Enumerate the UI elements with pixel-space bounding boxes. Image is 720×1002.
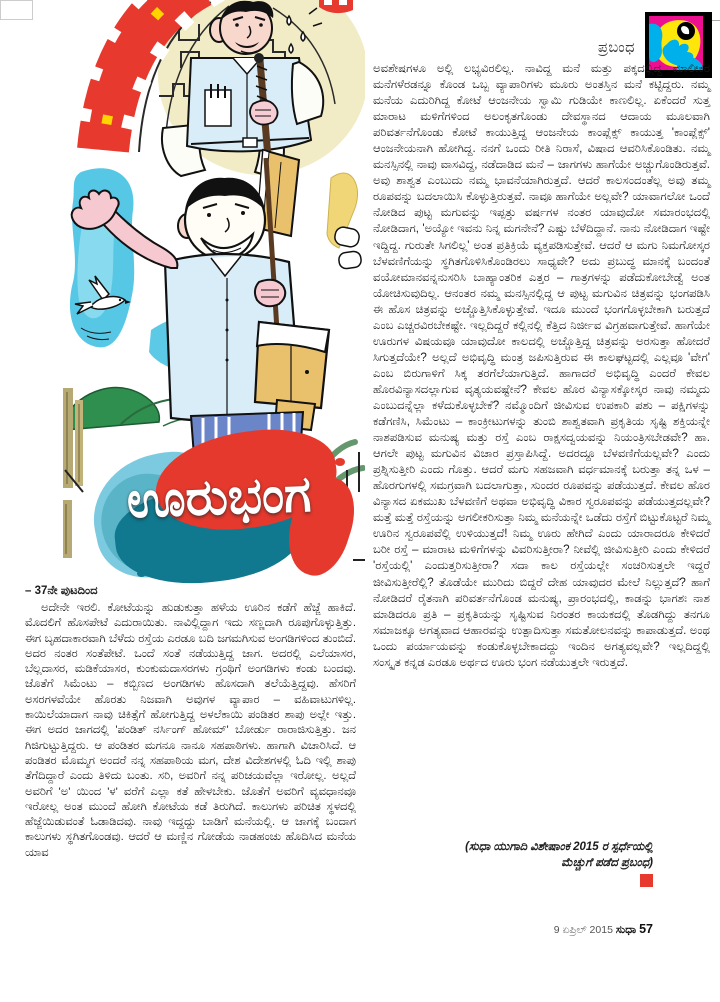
tree-trunks: [63, 388, 83, 558]
article-title: ಊರುಭಂಗ: [125, 465, 313, 529]
body-right-column: ಅವಶೇಷಗಳೂ ಅಲ್ಲಿ ಲಭ್ಯವಿರಲಿಲ್ಲ. ನಾವಿದ್ದ ಮನೆ ಮತ್ತು ಪಕ್ಕದಲ್ಲಿದ್ದ ಮಾಲೀಕರ ಮನೆಗಳೆರಡನ್ನೂ ಕೊಂಡ ಒಬ್ಬ ವ್ಯಾಪಾರಿಗಳು ಮೂರು ಅಂತಸ್ತಿನ ಮನೆ ಕಟ್ಟಿದ್ದರು. ನಮ್ಮ ಮನೆಯ ಎದುರಿಗಿದ್ದ ಕೋಟೆ ಆಂಜನೇಯ ಸ್ವಾಮಿ ಗುಡಿಯೇ ಕಾಣಲಿಲ್ಲ. ಏಕೆಂದರೆ ಸುತ್ತ ಮಾರಾಟ ಮಳಿಗೆಗಳಿಂದ ಅಲಂಕೃತಗೊಂಡು ದೇವಸ್ಥಾನದ ಆದಾಯ ಮೂಲವಾಗಿ ಪರಿವರ್ತನೆಗೊಂಡು ಕೋಟೆ ಕಾಯುತ್ತಿದ್ದ ಆಂಜನೇಯ ಕಾಂಪ್ಲೆಕ್ಸ್ ಕಾಯುತ್ತ 'ಕಾಂಪ್ಲೆಕ್ಸ್' ಆಂಜನೇಯನಾಗಿ ಹೋಗಿದ್ದ. ನನಗೆ ಒಂದು ರೀತಿ ನಿರಾಸೆ, ವಿಷಾದ ಆವರಿಸಿಕೊಂಡಿತು. ನಮ್ಮ ಮನಸ್ಸಿನಲ್ಲಿ ನಾವು ವಾಸವಿದ್ದ, ನಡೆದಾಡಿದ ಮನೆ – ಜಾಗಗಳು ಹಾಗೆಯೇ ಅಚ್ಚುಗೊಂಡಿರುತ್ತವೆ. ಅವು ಶಾಶ್ವತ ಎಂಬುದು ನಮ್ಮ ಭಾವನೆಯಾಗಿರುತ್ತದೆ. ಆದರೆ ಕಾಲಸಂದಂತೆಲ್ಲ ಅವು ತಮ್ಮ ರೂಪವನ್ನು ಬದಲಾಯಿಸಿ ಕೊಳ್ಳುತ್ತಿರುತ್ತವೆ. ನಾವೂ ಹಾಗೆಯೇ ಅಲ್ಲವೇ? ಯಾವಾಗಲೋ ಒಂದೆ ನೋಡಿದ ಪುಟ್ಟ ಮಗುವನ್ನು ಇಪ್ಪತ್ತು ವರ್ಷಗಳ ನಂತರ ಯಾವುದೋ ಸಮಾರಂಭದಲ್ಲಿ ನೋಡಿದಾಗ, 'ಅಯ್ಯೋ ಇವನು ನಿನ್ನ ಮಗನೇನೆ? ಎಷ್ಟು ಬೆಳೆದಿದ್ದಾನೆ. ನಾನು ನೋಡಿದಾಗ ಇಷ್ಟೇ ಇದ್ದಿದ್ದ. ಗುರುತೇ ಸಿಗಲಿಲ್ಲ' ಅಂತ ಪ್ರತಿಕ್ರಿಯೆ ವ್ಯಕ್ತಪಡಿಸುತ್ತೇವೆ. ಆದರೆ ಆ ಮಗು ನಿಮಗೋಸ್ಕರ ಬೆಳವಣಿಗೆಯನ್ನು ಸ್ಥಗಿತಗೊಳಿಸಿಕೊಂಡಿರಲು ಸಾಧ್ಯವೇ? ಅದು ಪ್ರಬುದ್ಧ ಮಾನಕ್ಕೆ ಬಂದಂತೆ ವಯೋಮಾನವನ್ನನುಸರಿಸಿ ಬಾಹ್ಯಾಂತರಿಕ ಎತ್ತರ – ಗಾತ್ರಗಳನ್ನು ಪಡೆದುಕೋಬೇಡ್ವೆ ಅಂತ ಯೋಚಿಸುವುದಿಲ್ಲ. ಆನಂತರ ನಮ್ಮ ಮನಸ್ಸಿನಲ್ಲಿದ್ದ ಆ ಪುಟ್ಟ ಮಗುವಿನ ಚಿತ್ರವನ್ನು ಭಂಗಪಡಿಸಿ ಈ ಹೊಸ ಚಿತ್ರವನ್ನು ಅಚ್ಚೊತ್ತಿಸಿಕೊಳ್ಳುತ್ತೇವೆ. ಇದೂ ಮುಂದೆ ಭಂಗಗೊಳ್ಳಬೇಕಾಗಿ ಬರುತ್ತದೆ ಎಂಬ ಎಚ್ಚರವಿರಬೇಕಷ್ಟೇ. ಇಲ್ಲದಿದ್ದರೆ ಕಲ್ಲಿನಲ್ಲಿ ಕೆತ್ತಿದ ನಿರ್ಜೀವ ವಿಗ್ರಹವಾಗುತ್ತೇವೆ. ಹಾಗೆಯೇ ಊರುಗಳ ವಿಷಯವೂ ಯಾವುದೋ ಕಾಲದಲ್ಲಿ ಅಚ್ಚೊತ್ತಿದ್ದ ಚಿತ್ರವನ್ನು ಅರಸುತ್ತಾ ಹೋದರೆ ಸಿಗುತ್ತದೆಯೇ? ಅಲ್ಲದೆ ಅಭಿವೃದ್ಧಿ ಮಂತ್ರ ಜಪಿಸುತ್ತಿರುವ ಈ ಕಾಲಘಟ್ಟದಲ್ಲಿ ಎಲ್ಲವೂ 'ವೇಗ' ಎಂಬ ಬಿರುಗಾಳಿಗೆ ಸಿಕ್ಕ ತರಗೆಲೆಯಾಗುತ್ತಿದೆ. ಹಾಗಾದರೆ ಅಭಿವೃದ್ಧಿ ಎಂದರೆ ಕೇವಲ ಹೊರವಿನ್ಯಾಸದಲ್ಲಾಗುವ ವೃತ್ಯಯವಷ್ಟೇನೆ? ಕೇವಲ ಹೊರ ವಿನ್ಯಾಸಕ್ಕೋಸ್ಕರ ನಾವು ನಮ್ಮದು ಎಂಬುದನ್ನೆಲ್ಲಾ ಕಳೆದುಕೊಳ್ಳಬೇಕೆ? ನಮ್ಮೊಂದಿಗೆ ಜೀವಿಸುವ ಉಪಕಾರಿ ಪಶು – ಪಕ್ಷಿಗಳನ್ನು ಕಡೆಗಣಿಸಿ, ಸಿಮೆಂಟು – ಕಾಂಕ್ರೀಟುಗಳನ್ನು ತುಂಬಿ ಶಾಶ್ವತವಾಗಿ ಪ್ರಕೃತಿಯ ಸೃಷ್ಟಿ ಶಕ್ತಿಯನ್ನೇ ನಾಶಪಡಿಸುವ ಮನುಷ್ಯ ಮತ್ತು ರಸ್ತೆ ಎಂಬ ರಾಕ್ಷಸದ್ವಯವನ್ನು ನಿಯಂತ್ರಿಸಬೇಡವೇ? ಹಾ. ಆಗಲೇ ಪುಟ್ಟ ಮಗುವಿನ ವಿಚಾರ ಪ್ರಸ್ತಾಪಿಸಿದ್ದೆ. ಅದರದ್ದೂ ಬೆಳವಣಿಗೆಯಲ್ಲವೇ? ಎಂದು ಪ್ರಶ್ನಿಸುತ್ತೀರಿ ಎಂದು ಗೊತ್ತು. ಆದರೆ ಮಗು ಸಹಜವಾಗಿ ವರ್ಧಮಾನಕ್ಕೆ ಬರುತ್ತಾ ತನ್ನ ಒಳ – ಹೊರಗುಗಳಲ್ಲಿ ಸಮಗ್ರವಾಗಿ ಬದಲಾಗುತ್ತಾ, ಸುಂದರ ರೂಪವನ್ನು ಪಡೆಯುತ್ತದೆ. ಕೇವಲ ಹೊರ ವಿನ್ಯಾಸದ ಏಕಮುಖ ಬೆಳವಣಿಗೆ ಅಥವಾ ಅಭಿವೃದ್ಧಿ ವಿಕಾರ ಸ್ವರೂಪವನ್ನು ಪಡೆಯುತ್ತದಲ್ಲವೇ? ಮತ್ತೆ ಮತ್ತೆ ರಸ್ತೆಯನ್ನು ಅಗಲೀಕರಿಸುತ್ತಾ ನಿಮ್ಮ ಮನೆಯನ್ನೇ ಒಡೆದು ರಸ್ತೆಗೆ ಬಿಟ್ಟುಕೊಟ್ಟರೆ ನಿಮ್ಮ ಊರಿನ ಸ್ವರೂಪವೆಲ್ಲಿ ಉಳಿಯುತ್ತದೆ! ನಿಮ್ಮ ಊರು ಹೇಗಿದೆ ಎಂದು ಯಾರಾದರೂ ಕೇಳಿದರೆ ಬರೀ ರಸ್ತೆ – ಮಾರಾಟ ಮಳಿಗೆಗಳನ್ನು ವಿವರಿಸುತ್ತೀರಾ? ನೀವೆಲ್ಲಿ ಜೀವಿಸುತ್ತೀರಿ ಎಂದು ಕೇಳಿದರೆ 'ರಸ್ತೆಯಲ್ಲಿ' ಎಂದುತ್ತರಿಸುತ್ತೀರಾ? ಸದಾ ಕಾಲ ರಸ್ತೆಯಲ್ಲೇ ಸಂಚರಿಸುತ್ತಲೇ ಇದ್ದರೆ ಜೀವಿಸುತ್ತೀರೆಲ್ಲಿ? ತೊಡೆಯೇ ಮುರಿದು ಬಿದ್ದರೆ ದೇಹ ಯಾವುದರ ಮೇಲೆ ನಿಲ್ಲುತ್ತದೆ? ಹಾಗೆ ನೋಡಿದರೆ ರೈತನಾಗಿ ಪರಿವರ್ತನೆಗೊಂಡ ಮನುಷ್ಯ, ಪ್ರಾರಂಭದಲ್ಲಿ, ಕಾಡನ್ನು ಭಾಗಶಃ ನಾಶ ಮಾಡಿದರೂ ಪ್ರತಿ – ಪ್ರಕೃತಿಯನ್ನು ಸೃಷ್ಟಿಸುವ ನಿರಂತರ ಕಾಯಕದಲ್ಲಿ ತೊಡಗಿದ್ದು ತನಗೂ ಸಮಾಜಕ್ಕೂ ಅಗತ್ಯವಾದ ಆಹಾರವನ್ನು ಉತ್ಪಾದಿಸುತ್ತಾ ಸಮತೋಲನವನ್ನು ಕಾಪಾಡುತ್ತದೆ. ಅಂಥ ಒಂದು ಪರ್ಯಾಯವನ್ನು ಕಂಡುಕೊಳ್ಳಬೇಕಾದದ್ದು ಇಂದಿನ ಅಗತ್ಯವಲ್ಲವೇ? ಇಲ್ಲದಿದ್ದಲ್ಲಿ ಸಂಸ್ಕೃತ ಕನ್ನಡ ಎರಡೂ ಅರ್ಥದ ಊರು ಭಂಗ ನಡೆಯುತ್ತಲೇ ಇರುತ್ತದೆ.: [373, 62, 710, 669]
issue-date: 9 ಏಪ್ರಿಲ್ 2015: [553, 924, 613, 936]
body-left-column: ಅದೇನೇ ಇರಲಿ. ಕೋಟೆಯನ್ನು ಹುಡುಕುತ್ತಾ ಹಳೆಯ ಊರಿನ ಕಡೆಗೆ ಹೆಜ್ಜೆ ಹಾಕಿದೆ. ಮೊದಲಿಗೆ ಹೊಸಪೇಟೆ ಎದುರಾಯಿತು. ನಾವಿಲ್ಲಿದ್ದಾಗ ಇದು ಸಣ್ಣದಾಗಿ ರೂಪುಗೊಳ್ಳುತ್ತಿತ್ತು. ಈಗ ಬೃಹದಾಕಾರವಾಗಿ ಬೆಳೆದು ರಸ್ತೆಯ ಎರಡೂ ಬದಿ ಜಗಮಗಿಸುವ ಅಂಗಡಿಗಳಿಂದ ತುಂಬಿದೆ. ಅದರ ನಂತರ ಸಂತೆಪೇಟೆ. ಒಂದೆ ಸಂತೆ ನಡೆಯುತ್ತಿದ್ದ ಜಾಗ. ಅದರಲ್ಲಿ ಎಲೆಯಾಸರ, ಬೆಲ್ಲದಾಸರ, ಮಡಿಕೆಯಾಸರ, ಕುಂಕುಮದಾಸರಗಳು ಗ್ರಂಥಿಗೆ ಅಂಗಡಿಗಳು ಕಂಡು ಬಂದವು. ಜೊತೆಗೆ ಸಿಮೆಂಟು – ಕಬ್ಬಿಣದ ಅಂಗಡಿಗಳು ಹೊಸದಾಗಿ ತಲೆಯೆತ್ತಿದ್ದವು. ಹೆಸರಿಗೆ ಅಸರಗಳವೆಯೇ ಹೊರತು ನಿಜವಾಗಿ ಅವುಗಳ ವ್ಯಾಪಾರ – ವಹಿವಾಟುಗಳಿಲ್ಲ. ಕಾಯಿಲೆಯಾದಾಗ ನಾವು ಚಿಕಿತ್ಸೆಗೆ ಹೋಗುತ್ತಿದ್ದ ಅಳಲೆಕಾಯಿ ಪಂಡಿತರ ಶಾಪು ಅಲ್ಲೇ ಇತ್ತು. ಈಗ ಅದರ ಜಾಗದಲ್ಲಿ 'ಪಂಡಿತ್ ನರ್ಸಿಂಗ್ ಹೋಮ್' ಬೋರ್ಡು ರಾರಾಜಿಸುತ್ತಿತ್ತು. ಜನ ಗಿಜಿಗುಟ್ಟುತ್ತಿದ್ದರು. ಆ ಪಂಡಿತರ ಮಗನೂ ನಾನೂ ಸಹಪಾಠಿಗಳು. ಹಾಗಾಗಿ ವಿಚಾರಿಸಿದೆ. ಆ ಪಂಡಿತರ ಮೊಮ್ಮಗ ಅಂದರೆ ನನ್ನ ಸಹಪಾಠಿಯ ಮಗ, ದೇಶ ವಿದೇಶಗಳಲ್ಲಿ ಓದಿ ಇಲ್ಲಿ ಶಾಪು ತೆಗೆದಿದ್ದಾರೆ ಎಂದು ತಿಳಿದು ಬಂತು. ಸರಿ, ಅವರಿಗೆ ನನ್ನ ಪರಿಚಯವೆಲ್ಲಾ ಇರೋಲ್ಲ. ಅಲ್ಲದೆ ಅವರಿಗೆ 'ಅ' ಯಿಂದ 'ಳ' ವರೆಗೆ ಎಲ್ಲಾ ಕತೆ ಹೇಳಬೇಕು. ಜೊತೆಗೆ ಅವರಿಗೆ ವ್ಯವಧಾನವೂ ಇರೋಲ್ಲ ಅಂತ ಮುಂದೆ ಹೋಗಿ ಕೋಟೆಯ ಕಡೆ ತಿರುಗಿದೆ. ಕಾಲುಗಳು ಪರಿಚಿತ ಸ್ಥಳದಲ್ಲಿ ಹೆಜ್ಜೆಯಿಡುವಂತೆ ಓಡಾಡಿದವು. ನಾವು ಇದ್ದದ್ದು ಬಾಡಿಗೆ ಮನೆಯಲ್ಲಿ. ಆ ಜಾಗಕ್ಕೆ ಬಂದಾಗ ಕಾಲುಗಳು ಸ್ಥಗಿತಗೊಂಡವು. ಆದರೆ ಆ ಮಣ್ಣಿನ ಗೋಡೆಯ ನಾಡಹಂಚು ಹೊದಿಸಿದ ಮನೆಯ ಯಾವ: [25, 602, 356, 859]
article-end-mark: [640, 874, 653, 887]
splash-speck: [137, 570, 146, 577]
page-footer: [373, 922, 653, 937]
continued-from-note: – 37ನೇ ಪುಟದಿಂದ: [25, 585, 98, 597]
credit-line: (ಸುಧಾ ಯುಗಾದಿ ವಿಶೇಷಾಂಕ 2015 ರ ಸ್ಪರ್ಧೆಯಲ್ಲಿ: [465, 841, 653, 853]
trim-line: [711, 20, 720, 21]
section-label: ಪ್ರಬಂಧ: [598, 40, 636, 56]
page-number: 57: [639, 922, 653, 936]
award-credit: [373, 840, 653, 871]
credit-line: ಮೆಚ್ಚುಗೆ ಪಡೆದ ಪ್ರಬಂಧ): [561, 856, 653, 869]
magazine-name: ಸುಧಾ: [615, 924, 637, 936]
title-block: [85, 428, 353, 596]
page-corner-mark: [0, 0, 33, 20]
